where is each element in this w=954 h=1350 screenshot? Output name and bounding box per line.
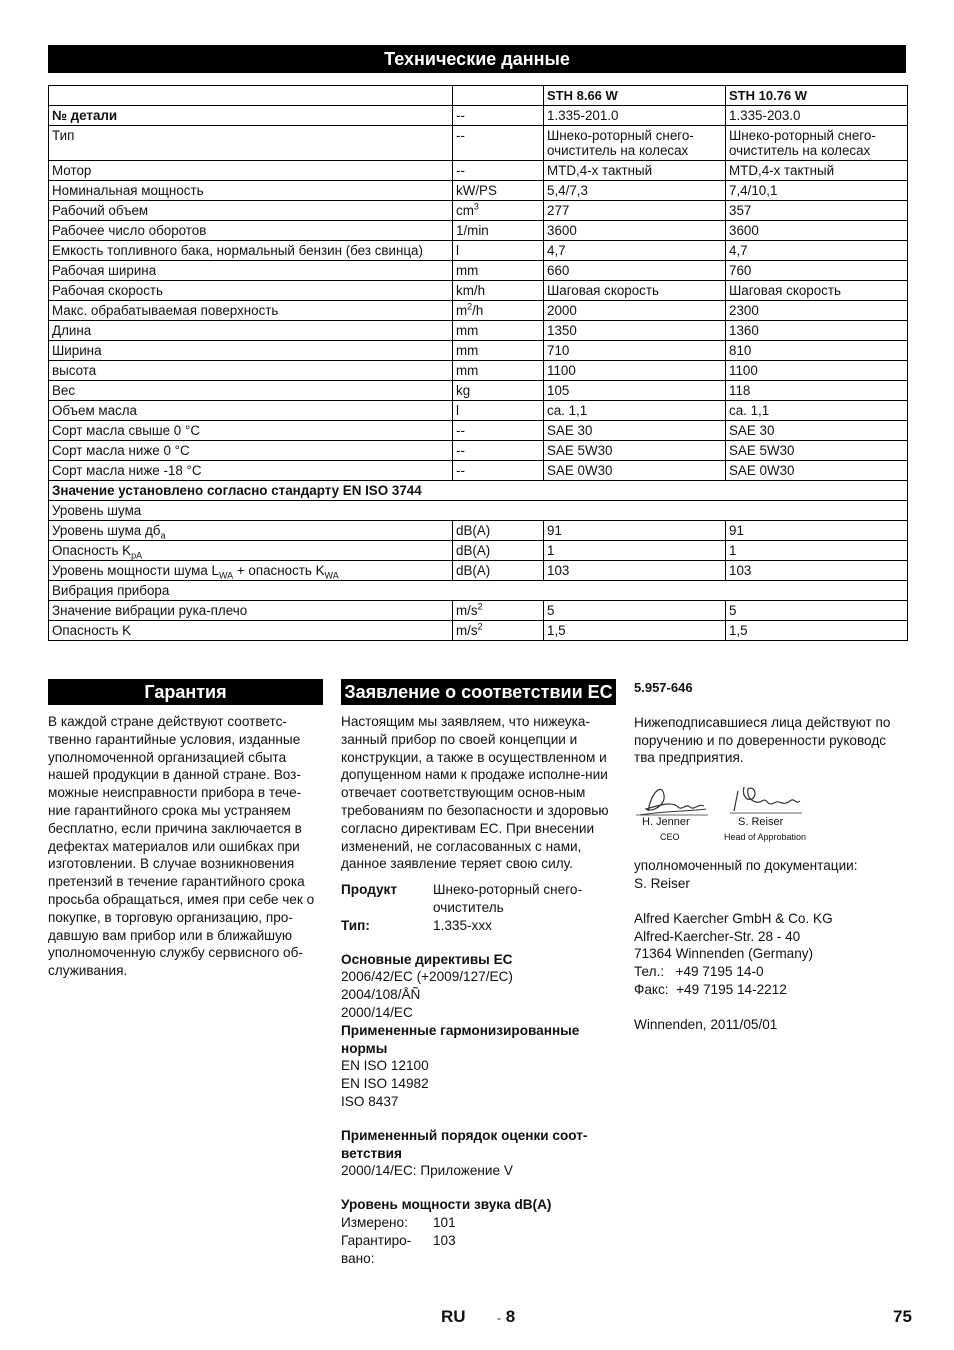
row-label: Номинальная мощность <box>49 181 453 201</box>
product-line <box>341 881 616 917</box>
row-value-1: ca. 1,1 <box>544 401 726 421</box>
row-value-1: 91 <box>544 521 726 541</box>
authorized-name: S. Reiser <box>634 875 690 891</box>
place-date: Winnenden, 2011/05/01 <box>634 1016 778 1032</box>
table-row <box>49 181 908 201</box>
product-label: Продукт <box>341 882 398 898</box>
row-unit: mm <box>453 261 544 281</box>
section-title-declaration: Заявление о соответствии ЕС <box>341 679 616 705</box>
row-value-1: 5 <box>544 601 726 621</box>
row-unit: $m/s^2$ <box>453 601 544 621</box>
row-unit: dB(A) <box>453 561 544 581</box>
row-label: Уровень мощности шума $L_{WA}$ + опасность $K_{WA}$ <box>49 561 453 581</box>
row-value-1: 5,4/7,3 <box>544 181 726 201</box>
table-row-vibration-section <box>49 581 908 601</box>
signer-1-role: CEO <box>660 832 680 843</box>
row-value-1: Шнеко-роторный снего-очиститель на колесах <box>544 126 726 161</box>
type-value: 1.335-xxx <box>433 917 492 933</box>
row-value-1: SAE 0W30 <box>544 461 726 481</box>
row-value-1: 1350 <box>544 321 726 341</box>
table-header-row <box>49 86 908 106</box>
norm-item: ISO 8437 <box>341 1093 399 1109</box>
document-number: 5.957-646 <box>634 680 693 695</box>
row-label: Рабочий объем <box>49 201 453 221</box>
table-row <box>49 441 908 461</box>
row-unit: l <box>453 401 544 421</box>
norm-item: EN ISO 12100 <box>341 1058 429 1074</box>
table-row <box>49 401 908 421</box>
row-unit: $m^2/h$ <box>453 301 544 321</box>
guaranteed-value: 103 <box>433 1232 456 1248</box>
row-label: высота <box>49 361 453 381</box>
table-row-standard <box>49 481 908 501</box>
row-label: Ширина <box>49 341 453 361</box>
row-unit: km/h <box>453 281 544 301</box>
row-value-1: SAE 5W30 <box>544 441 726 461</box>
authorized-label: уполномоченный по документации: <box>634 858 858 874</box>
row-value-2: SAE 0W30 <box>726 461 908 481</box>
directive-item: 2006/42/EC (+2009/127/EC) <box>341 969 513 985</box>
guaranteed-label: Гарантиро-вано: <box>341 1232 412 1266</box>
declaration-intro: Настоящим мы заявляем, что нижеука-занный прибор по своей концепции и конструкции, а также в осуществленном и допущенном нами к продаже исполне-нии отвечает соответствующим основ-ным требованиям по безопасности и здоровью согласно директивам ЕС. При внесении изменений, не согласованных с нами, данное заявление теряет свою силу. <box>341 714 609 872</box>
footer-language: RU <box>441 1307 466 1326</box>
row-label: Тип <box>49 126 453 161</box>
row-value-2: 1100 <box>726 361 908 381</box>
row-value-2: 91 <box>726 521 908 541</box>
header-cell <box>453 86 544 106</box>
directive-item: 2000/14/EC <box>341 1004 413 1020</box>
row-value-1: 4,7 <box>544 241 726 261</box>
table-row <box>49 381 908 401</box>
row-unit: mm <box>453 361 544 381</box>
row-value-2: 1 <box>726 541 908 561</box>
row-value-2: Шнеко-роторный снего-очиститель на колесах <box>726 126 908 161</box>
header-cell-model-2: STH 10.76 W <box>726 86 908 106</box>
row-unit: $cm^3$ <box>453 201 544 221</box>
table-row <box>49 461 908 481</box>
row-unit: l <box>453 241 544 261</box>
row-value-2: Шаговая скорость <box>726 281 908 301</box>
row-label: № детали <box>49 106 453 126</box>
directives-title: Основные директивы ЕС <box>341 951 513 967</box>
measured-value: 101 <box>433 1214 456 1230</box>
row-unit: -- <box>453 106 544 126</box>
row-value-2: 7,4/10,1 <box>726 181 908 201</box>
row-value-2: 357 <box>726 201 908 221</box>
table-row <box>49 241 908 261</box>
row-value-2: 5 <box>726 601 908 621</box>
row-value-1: 2000 <box>544 301 726 321</box>
row-value-2: SAE 30 <box>726 421 908 441</box>
table-row <box>49 541 908 561</box>
table-row <box>49 361 908 381</box>
row-value-2: 1.335-203.0 <box>726 106 908 126</box>
signatures-column <box>634 679 909 1034</box>
measured-label: Измерено: <box>341 1214 408 1230</box>
declaration-column <box>341 679 616 1267</box>
guaranteed-line <box>341 1232 616 1268</box>
row-label: Макс. обрабатываемая поверхность <box>49 301 453 321</box>
row-value-1: 1 <box>544 541 726 561</box>
table-row <box>49 601 908 621</box>
company-phone: Тел.: +49 7195 14-0 <box>634 964 764 980</box>
table-row <box>49 561 908 581</box>
company-name: Alfred Kaercher GmbH & Co. KG <box>634 910 833 926</box>
table-row <box>49 621 908 641</box>
row-label: Длина <box>49 321 453 341</box>
row-value-1: MTD,4-х тактный <box>544 161 726 181</box>
row-value-1: 1.335-201.0 <box>544 106 726 126</box>
technical-data-table <box>48 85 908 641</box>
vibration-section-label: Вибрация прибора <box>49 581 908 601</box>
type-label: Тип: <box>341 917 370 933</box>
company-fax: Факс: +49 7195 14-2212 <box>634 981 787 997</box>
noise-section-label: Уровень шума <box>49 501 908 521</box>
row-value-1: SAE 30 <box>544 421 726 441</box>
row-value-1: 710 <box>544 341 726 361</box>
row-value-2: MTD,4-х тактный <box>726 161 908 181</box>
row-value-2: 1360 <box>726 321 908 341</box>
signer-1-name: H. Jenner <box>642 816 690 829</box>
row-unit: -- <box>453 421 544 441</box>
row-label: Вес <box>49 381 453 401</box>
type-line <box>341 917 616 935</box>
row-unit: dB(A) <box>453 541 544 561</box>
row-unit: dB(A) <box>453 521 544 541</box>
row-value-2: 810 <box>726 341 908 361</box>
signatories-intro: Нижеподписавшиеся лица действуют по поручению и по доверенности руководс тва предприятия. <box>634 714 891 766</box>
signer-2-name: S. Reiser <box>738 816 784 829</box>
row-unit: 1/min <box>453 221 544 241</box>
company-street: Alfred-Kaercher-Str. 28 - 40 <box>634 928 801 944</box>
row-unit: mm <box>453 321 544 341</box>
header-cell <box>49 86 453 106</box>
row-label: Мотор <box>49 161 453 181</box>
row-label: Емкость топливного бака, нормальный бензин (без свинца) <box>49 241 453 261</box>
row-value-2: ca. 1,1 <box>726 401 908 421</box>
section-title-warranty: Гарантия <box>48 679 323 705</box>
norms-title: Примененные гармонизированные нормы <box>341 1022 580 1056</box>
row-value-1: Шаговая скорость <box>544 281 726 301</box>
table-row <box>49 106 908 126</box>
row-value-2: 1,5 <box>726 621 908 641</box>
row-label: Рабочая ширина <box>49 261 453 281</box>
row-label: Опасность $K_{pA}$ <box>49 541 453 561</box>
table-row <box>49 321 908 341</box>
row-value-2: 118 <box>726 381 908 401</box>
procedure-title: Примененный порядок оценки соот-ветствия <box>341 1127 588 1161</box>
warranty-column <box>48 679 323 980</box>
row-value-1: 277 <box>544 201 726 221</box>
row-value-2: 760 <box>726 261 908 281</box>
row-value-1: 103 <box>544 561 726 581</box>
procedure-value: 2000/14/EC: Приложение V <box>341 1163 513 1179</box>
table-row <box>49 281 908 301</box>
row-value-1: 1100 <box>544 361 726 381</box>
table-row <box>49 521 908 541</box>
row-label: Сорт масла ниже -18 °C <box>49 461 453 481</box>
row-value-2: 2300 <box>726 301 908 321</box>
row-value-1: 660 <box>544 261 726 281</box>
row-label: Уровень шума $дб_a$ <box>49 521 453 541</box>
row-unit: mm <box>453 341 544 361</box>
directive-item: 2004/108/ÅÑ <box>341 987 421 1003</box>
row-value-1: 105 <box>544 381 726 401</box>
standard-note: Значение установлено согласно стандарту EN ISO 3744 <box>49 481 908 501</box>
table-row <box>49 126 908 161</box>
row-label: Сорт масла ниже 0 °C <box>49 441 453 461</box>
row-unit: -- <box>453 161 544 181</box>
warranty-text: В каждой стране действуют соответс-твенно гарантийные условия, изданные уполномоченной организацией сбыта нашей продукции в данной стране. Воз-можные неисправности прибора в тече-ние гарантийного срока мы устраняем бесплатно, если причина заключается в дефектах материалов или ошибках при изготовлении. В случае возникновения претензий в течение гарантийного срока просьба обращаться, имея при себе чек о покупке, в торговую организацию, про-давшую вам прибор или в ближайшую уполномоченную службу сервисного об-служивания. <box>48 714 315 979</box>
table-body <box>49 106 908 481</box>
row-unit: -- <box>453 461 544 481</box>
table-row <box>49 421 908 441</box>
header-cell-model-1: STH 8.66 W <box>544 86 726 106</box>
row-label: Сорт масла свыше 0 °C <box>49 421 453 441</box>
section-title-technical-data: Технические данные <box>48 45 906 73</box>
row-unit: $m/s^2$ <box>453 621 544 641</box>
table-row <box>49 221 908 241</box>
row-label: Значение вибрации рука-плечо <box>49 601 453 621</box>
signer-2-role: Head of Approbation <box>724 832 807 843</box>
row-value-1: 3600 <box>544 221 726 241</box>
row-label: Рабочая скорость <box>49 281 453 301</box>
row-value-2: 103 <box>726 561 908 581</box>
company-city: 71364 Winnenden (Germany) <box>634 946 814 962</box>
row-unit: kg <box>453 381 544 401</box>
row-unit: -- <box>453 126 544 161</box>
row-unit: kW/PS <box>453 181 544 201</box>
measured-line <box>341 1214 616 1232</box>
row-label: Рабочее число оборотов <box>49 221 453 241</box>
norm-item: EN ISO 14982 <box>341 1076 429 1092</box>
row-value-2: 4,7 <box>726 241 908 261</box>
table-row <box>49 341 908 361</box>
product-value: Шнеко-роторный снего-очиститель <box>433 882 582 915</box>
footer-section-page: - 8 <box>497 1307 516 1326</box>
table-row-noise-section <box>49 501 908 521</box>
row-label: Объем масла <box>49 401 453 421</box>
row-value-2: SAE 5W30 <box>726 441 908 461</box>
table-row <box>49 161 908 181</box>
row-value-2: 3600 <box>726 221 908 241</box>
row-value-1: 1,5 <box>544 621 726 641</box>
row-label: Опасность K <box>49 621 453 641</box>
signature-block <box>634 781 909 849</box>
table-row <box>49 301 908 321</box>
sound-title: Уровень мощности звука dB(A) <box>341 1197 552 1213</box>
table-row <box>49 261 908 281</box>
footer-page-number: 75 <box>893 1307 912 1326</box>
row-unit: -- <box>453 441 544 461</box>
table-row <box>49 201 908 221</box>
